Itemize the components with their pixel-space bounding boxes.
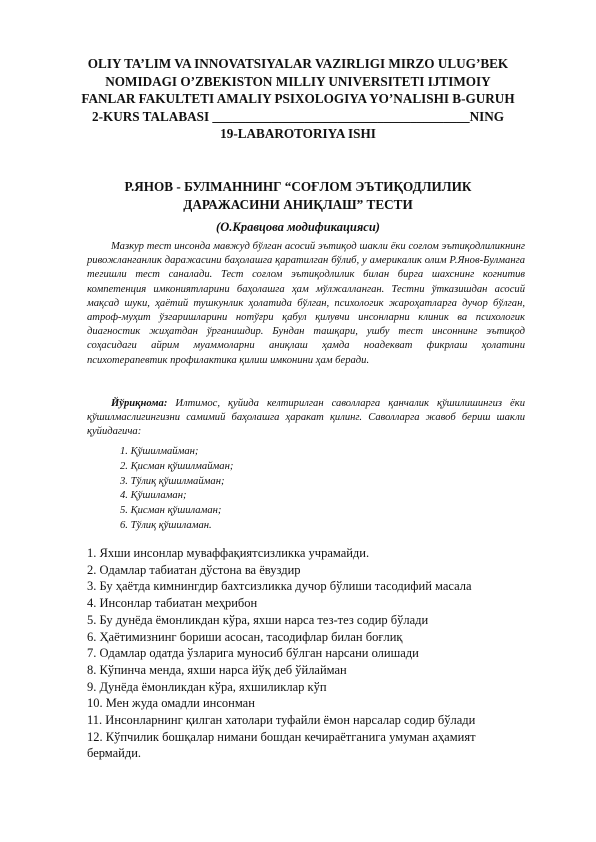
test-title [60,178,536,213]
title-line: Р.ЯНОВ - БУЛМАННИНГ “СОҒЛОМ ЭЪТИҚОДЛИЛИК [124,179,472,194]
instruction-text: Илтимос, қуйида келтирилган саволларга қанчалик қўшилишингиз ёки қўшилмаслигингизни самимий баҳолашга ҳаракат қилинг. Саволларга жавоб бериш шакли қуйидагича: [87,398,525,438]
question-item: 8. Кўпинча менда, яхши нарса йўқ деб ўйлайман [87,662,347,677]
answer-option: 3. Тўлиқ қўшилмайман; [120,475,225,487]
header-line: 19-LABAROTORIYA ISHI [220,126,376,142]
question-item: 7. Одамлар одатда ўзларига муносиб бўлган нарсани олишади [87,646,419,661]
question-item: 3. Бу ҳаётда кимнингдир бахтсизликка дучор бўлиши тасодифий масала [87,579,472,594]
question-item: 12. Кўпчилик бошқалар нимани бошдан кечираётганига умуман аҳамият бермайди. [87,729,476,761]
header-line: NOMIDAGI O’ZBEKISTON MILLIY UNIVERSITETI IJTIMOIY [105,73,491,89]
instruction-paragraph [87,397,525,440]
header-line: 2-KURS TALABASI _______________________________________NING [91,108,505,124]
instruction-label: Йўриқнома: [111,398,168,409]
answer-option: 2. Қисман қўшилмайман; [120,460,234,472]
question-item: 6. Ҳаётимизнинг бориши асосан, тасодифлар билан боғлиқ [87,629,403,644]
question-item: 10. Мен жуда омадли инсонман [87,696,255,711]
answer-option: 4. Қўшиламан; [120,490,187,502]
header-line: FANLAR FAKULTETI AMALIY PSIXOLOGIYA YO’NALISHI B-GURUH [81,91,515,107]
answer-option: 6. Тўлиқ қўшиламан. [120,519,212,531]
question-item: 1. Яхши инсонлар муваффақиятсизликка учрамайди. [87,546,370,560]
question-item: 11. Инсонларнинг қилган хатолари туфайли ёмон нарсалар содир бўлади [87,713,476,728]
header-line: OLIY TA’LIM VA INNOVATSIYALAR VAZIRLIGI MIRZO ULUG’BEK [87,56,509,71]
test-subtitle: (О.Кравцова модификацияси) [216,220,380,234]
intro-paragraph: Мазкур тест инсонда мавжуд бўлган асосий эътиқод шакли ёки соғлом эътиқодлиликнинг ривожланганлик даражасини баҳолашга қаратилган бўлиб, у америкалик олим Р.Янов-Булманга тегишли тест саналади. Тест соғлом эътиқодлилик билан бирга шахснинг когнитив компетенция имкониятларини баҳолашга ҳам мўлжалланган. Тестни ўтказишдан асосий мақсад шуки, ҳаётий тушкунлик ҳолатида бўлган, психологик жароҳатларга дучор бўлган, атроф-муҳит ўзгаришларини нотўғри қабул қилувчи инсонларни клиник ва психологик диагностик жиҳатдан ўрганишдир. Бундан ташқари, ушбу тест инсоннинг эътиқод соҳасидаги айрим муаммоларни аниқлаш ҳамда ноадекват фикрлаш ҳолатини психотерапевтик профилактика қилиш имконини ҳам беради. [87,241,525,366]
answer-options-list [120,445,233,534]
question-item: 5. Бу дунёда ёмонликдан кўра, яхши нарса тез-тез содир бўлади [87,612,429,627]
answer-option: 1. Қўшилмайман; [120,446,199,457]
document-header [60,55,536,143]
title-line: ДАРАЖАСИНИ АНИҚЛАШ” ТЕСТИ [183,196,413,212]
question-item: 9. Дунёда ёмонликдан кўра, яхшиликлар кўп [87,679,327,694]
question-item: 2. Одамлар табиатан дўстона ва ёвуздир [87,562,301,577]
questions-list [87,545,532,762]
answer-option: 5. Қисман қўшиламан; [120,505,222,517]
question-item: 4. Инсонлар табиатан меҳрибон [87,596,258,611]
